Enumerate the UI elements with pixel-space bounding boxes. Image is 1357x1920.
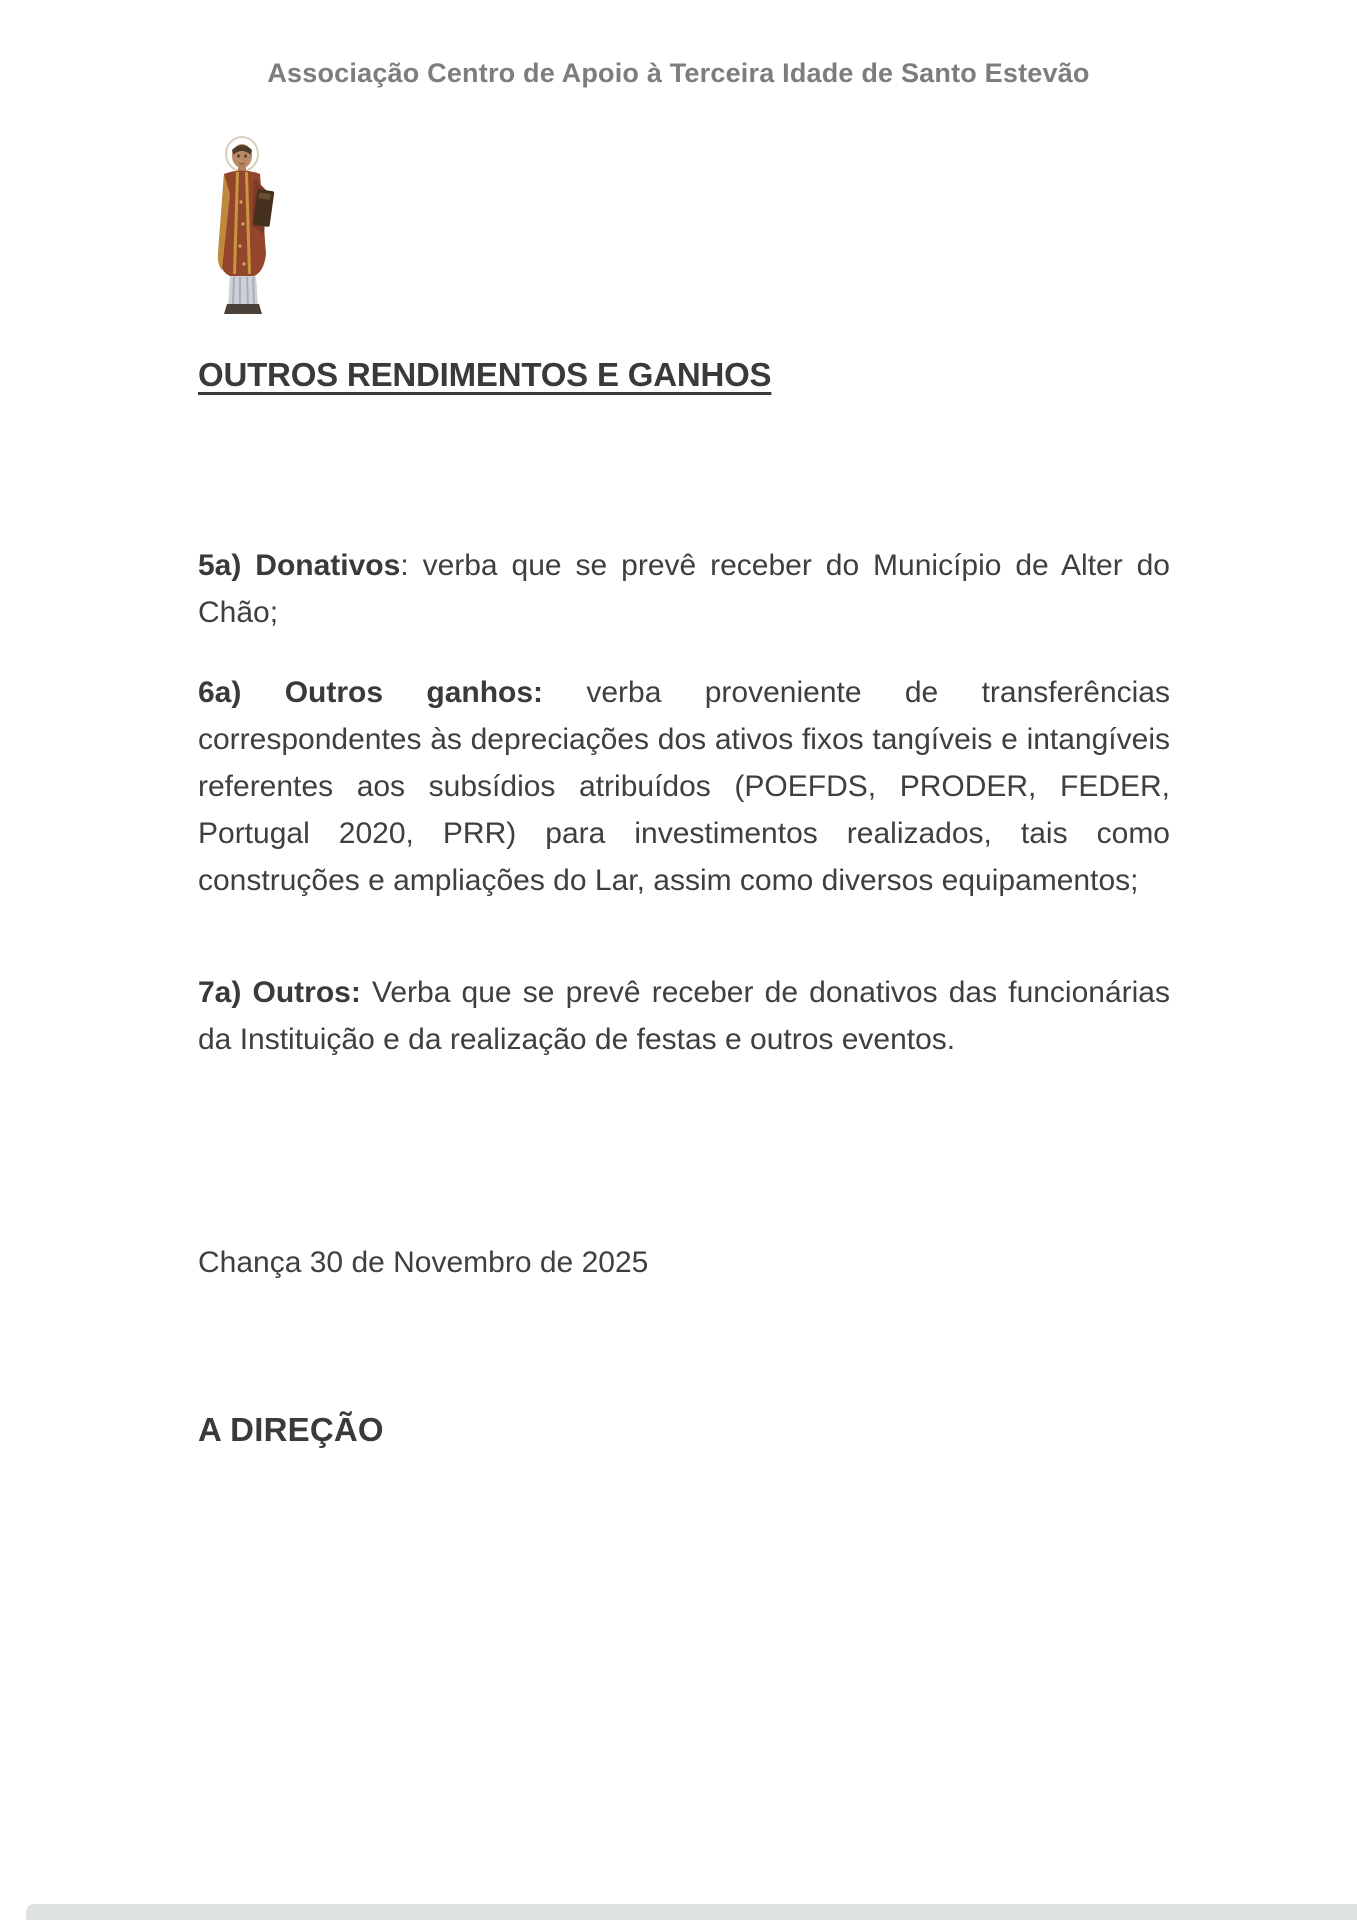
paragraph-5a-text: : verba que se prevê receber do Município de Alter do Chão; — [198, 549, 1170, 629]
paragraph-7a-text: Verba que se prevê receber de donativos das funcionárias da Instituição e da realização de festas e outros eventos. — [198, 976, 1170, 1056]
paragraph-6a-label: 6a) Outros ganhos: — [198, 676, 544, 709]
paragraph-7a — [198, 969, 1170, 1063]
paragraph-5a-label: 5a) Donativos — [198, 549, 401, 582]
paragraph-6a-text: verba proveniente de transferências correspondentes às depreciações dos ativos fixos tangíveis e intangíveis referentes aos subsídios atribuídos (POEFDS, PRODER, FEDER, Portugal 2020, PRR) para investimentos realizados, tais como construções e ampliações do Lar, assim como diversos equipamentos; — [198, 676, 1170, 897]
section-title: OUTROS RENDIMENTOS E GANHOS — [198, 356, 772, 393]
paragraph-5a — [198, 542, 1170, 636]
signature-line: A DIREÇÃO — [198, 1411, 384, 1448]
santo-estevao-statue-icon — [203, 132, 277, 316]
scan-edge-artifact — [26, 1904, 1357, 1920]
organization-header: Associação Centro de Apoio à Terceira Idade de Santo Estevão — [267, 58, 1090, 88]
paragraph-6a — [198, 669, 1170, 904]
paragraph-7a-label: 7a) Outros: — [198, 976, 361, 1009]
date-line: Chança 30 de Novembro de 2025 — [198, 1246, 649, 1279]
